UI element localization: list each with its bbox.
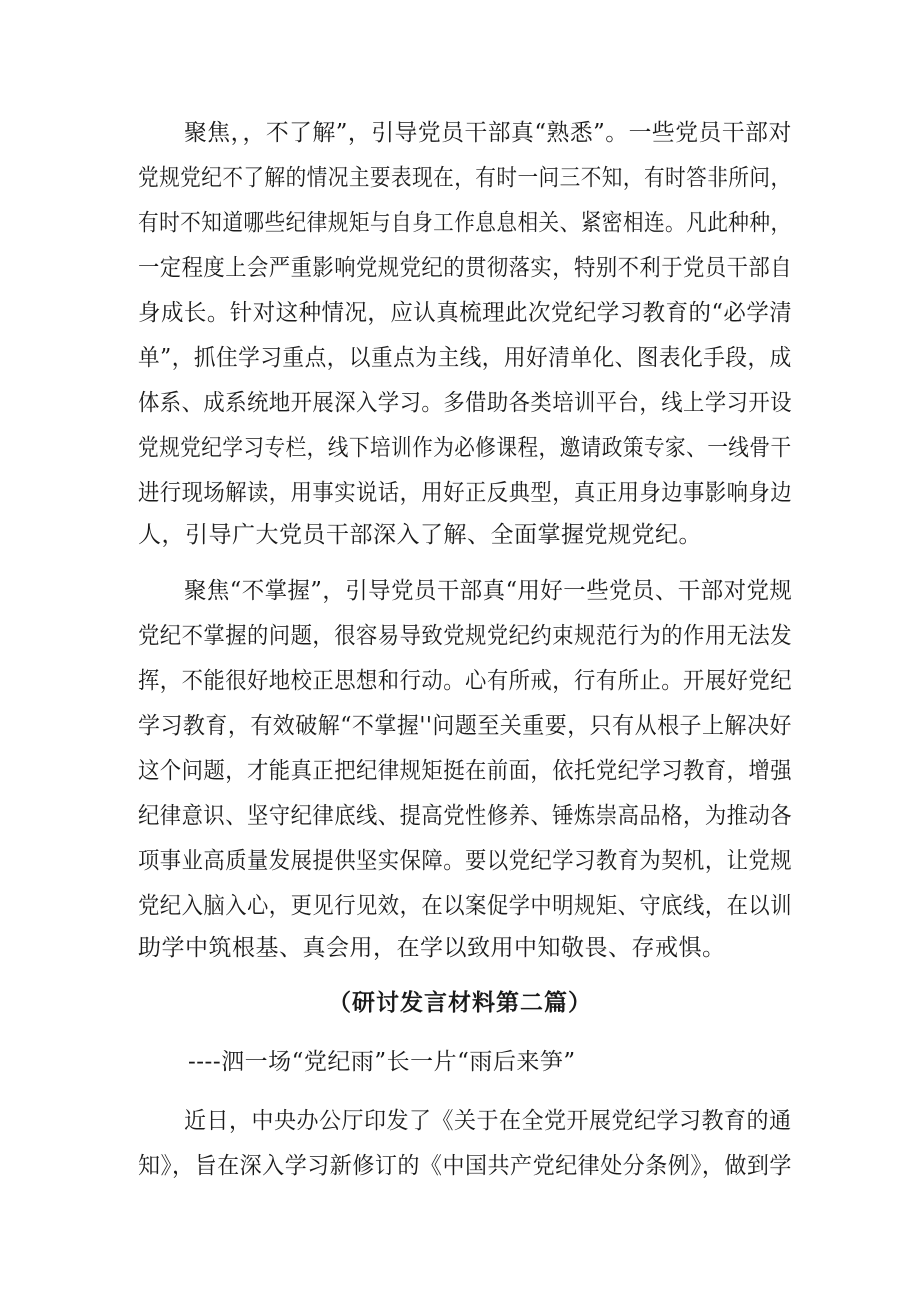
paragraph-line: 身成长。针对这种情况，应认真梳理此次党纪学习教育的“必学清 (138, 300, 793, 326)
paragraph-line: 党纪入脑入心，更见行见效，在以案促学中明规矩、守底线，在以训 (138, 893, 793, 919)
paragraph-line: 挥，不能很好地校正思想和行动。心有所戒，行有所止。开展好党纪 (138, 668, 793, 694)
paragraph-line: 有时不知道哪些纪律规矩与自身工作息息相关、紧密相连。凡此种种， (138, 210, 792, 236)
paragraph-line: 聚焦“不掌握”，引导党员干部真“用好一些党员、干部对党规 (184, 578, 793, 604)
subtitle: ----泗一场“党纪雨”长一片“雨后来笋” (188, 1049, 576, 1075)
paragraph-line: 近日，中央办公厅印发了《关于在全党开展党纪学习教育的通 (184, 1108, 792, 1134)
paragraph-line: 这个问题，才能真正把纪律规矩挺在前面，依托党纪学习教育，增强 (138, 758, 793, 784)
paragraph-line: 聚焦，，不了解”，引导党员干部真“熟悉”。一些党员干部对 (184, 120, 792, 146)
paragraph-line: 党规党纪学习专栏，线下培训作为必修课程，邀请政策专家、一线骨干 (138, 435, 792, 461)
paragraph-line: 学习教育，有效破解“不掌握''问题至关重要，只有从根子上解决好 (138, 713, 792, 739)
paragraph-line: 进行现场解读，用事实说话，用好正反典型，真正用身边事影响身边 (138, 480, 793, 506)
paragraph-line: 知》，旨在深入学习新修订的《中国共产党纪律处分条例》，做到学 (138, 1153, 792, 1179)
paragraph-line: 助学中筑根基、真会用，在学以致用中知敬畏、存戒惧。 (138, 935, 726, 961)
paragraph-line: 体系、成系统地开展深入学习。多借助各类培训平台，线上学习开设 (138, 390, 793, 416)
paragraph-line: 一定程度上会严重影响党规党纪的贯彻落实，特别不利于党员干部自 (138, 255, 793, 281)
paragraph-line: 纪律意识、坚守纪律底线、提高党性修养、锤炼崇高品格，为推动各 (138, 803, 793, 829)
paragraph-line: 单”，抓住学习重点，以重点为主线，用好清单化、图表化手段，成 (138, 345, 792, 371)
paragraph-line: 党规党纪不了解的情况主要表现在，有时一问三不知，有时答非所问， (138, 165, 792, 191)
paragraph-line: 项事业高质量发展提供坚实保障。要以党纪学习教育为契机，让党规 (138, 848, 793, 874)
paragraph-line: 人，引导广大党员干部深入了解、全面掌握党规党纪。 (138, 522, 702, 548)
paragraph-line: 党纪不掌握的问题，很容易导致党规党纪约束规范行为的作用无法发 (138, 623, 793, 649)
section-title: （研讨发言材料第二篇） (328, 989, 592, 1016)
